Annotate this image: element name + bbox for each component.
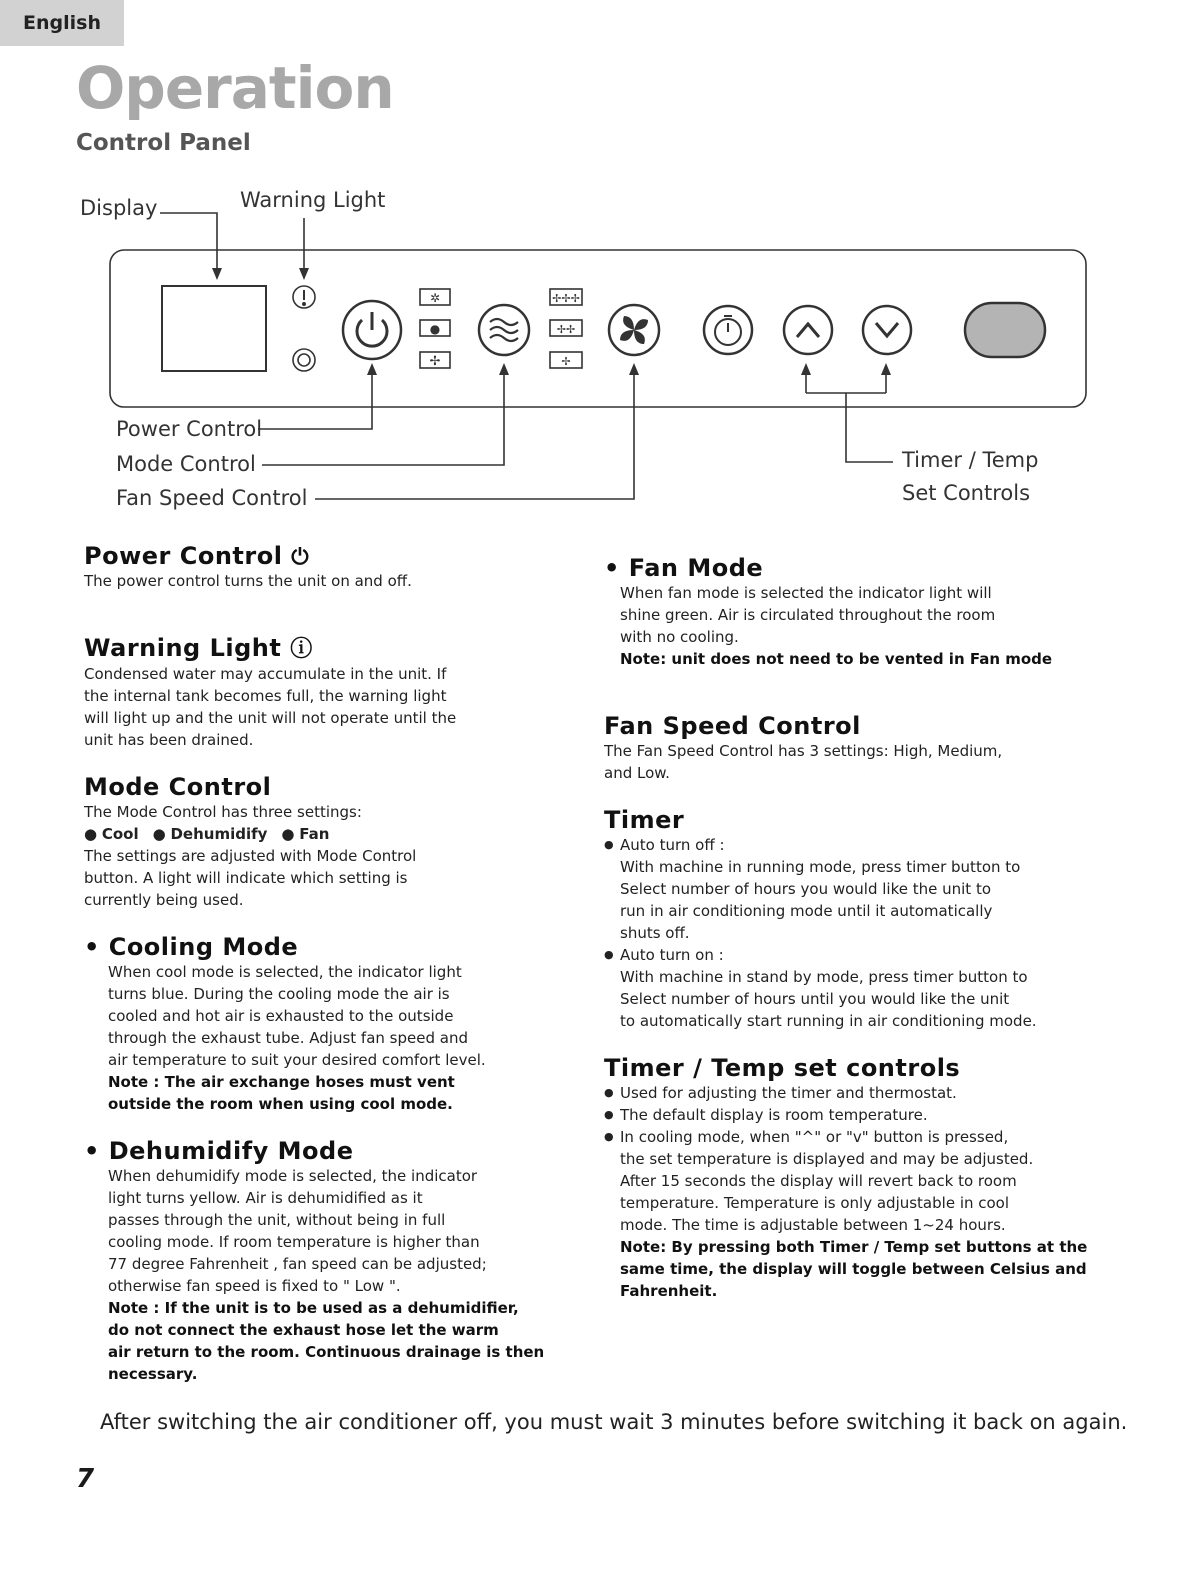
warning-line: unit has been drained. bbox=[84, 731, 254, 749]
left-column bbox=[84, 542, 554, 1407]
warning-section bbox=[84, 632, 554, 751]
dehumidify-note: necessary. bbox=[108, 1365, 198, 1383]
fan-speed-button-icon bbox=[609, 305, 659, 355]
timer-temp-section bbox=[604, 1054, 1104, 1302]
mode-line: currently being used. bbox=[84, 891, 244, 909]
auto-on-line: to automatically start running in air conditioning mode. bbox=[620, 1012, 1037, 1030]
mode-section bbox=[84, 773, 554, 911]
mode-intro: The Mode Control has three settings: bbox=[84, 803, 362, 821]
up-button-icon bbox=[784, 306, 832, 354]
cooling-line: cooled and hot air is exhausted to the outside bbox=[108, 1007, 454, 1025]
timer-temp-bullet: ● In cooling mode, when "^" or "v" button is pressed, bbox=[604, 1126, 1104, 1148]
cooling-heading: • Cooling Mode bbox=[84, 933, 299, 961]
dehumidify-line: passes through the unit, without being in full bbox=[108, 1211, 446, 1229]
dehumidify-note: Note : If the unit is to be used as a dehumidifier, bbox=[108, 1299, 519, 1317]
power-control-label: Power Control bbox=[116, 417, 263, 441]
auto-off-line: shuts off. bbox=[620, 924, 690, 942]
power-heading: Power Control ⏻ bbox=[84, 542, 310, 570]
power-leader bbox=[258, 372, 372, 429]
display-label: Display bbox=[80, 196, 158, 220]
cooling-line: through the exhaust tube. Adjust fan speed and bbox=[108, 1029, 468, 1047]
setting-fan: Fan bbox=[299, 825, 330, 843]
timer-heading: Timer bbox=[604, 806, 685, 834]
power-icon: ⏻ bbox=[291, 545, 310, 570]
dehumidify-line: light turns yellow. Air is dehumidified as it bbox=[108, 1189, 423, 1207]
mode-line: The settings are adjusted with Mode Control bbox=[84, 847, 417, 865]
timer-temp-bullet: ● The default display is room temperature. bbox=[604, 1104, 1104, 1126]
fan-speed-line: and Low. bbox=[604, 764, 670, 782]
fan-mode-note: Note: unit does not need to be vented in Fan mode bbox=[620, 650, 1053, 668]
svg-text:✢✢: ✢✢ bbox=[556, 323, 576, 336]
fan-leader bbox=[315, 372, 634, 499]
control-panel-svg bbox=[0, 170, 1180, 530]
power-text: The power control turns the unit on and off. bbox=[84, 572, 412, 590]
svg-text:✢: ✢ bbox=[429, 354, 441, 369]
fan-speed-line: The Fan Speed Control has 3 settings: High, Medium, bbox=[604, 742, 1003, 760]
page-title: Operation bbox=[76, 54, 394, 122]
auto-off-label: ● Auto turn off : bbox=[604, 834, 1104, 856]
dehumidify-note: air return to the room. Continuous drainage is then bbox=[108, 1343, 545, 1361]
dehumidify-note: do not connect the exhaust hose let the warm bbox=[108, 1321, 499, 1339]
timer-temp-note: Note: By pressing both Timer / Temp set buttons at the bbox=[620, 1238, 1088, 1256]
timer-temp-bullet: ● Used for adjusting the timer and thermostat. bbox=[604, 1082, 1104, 1104]
fan-mode-section bbox=[604, 554, 1104, 670]
display-leader bbox=[160, 213, 217, 270]
panel-outline bbox=[110, 250, 1086, 407]
right-column bbox=[604, 554, 1104, 1324]
timer-temp-line: the set temperature is displayed and may be adjusted. bbox=[620, 1150, 1034, 1168]
warning-icon: ⓘ bbox=[290, 637, 313, 662]
footer-warning: After switching the air conditioner off, you must wait 3 minutes before switching it back on again. bbox=[100, 1410, 1128, 1434]
page-subtitle: Control Panel bbox=[76, 130, 251, 156]
timer-temp-line: After 15 seconds the display will revert back to room bbox=[620, 1172, 1017, 1190]
display-screen bbox=[162, 286, 266, 371]
mode-leader bbox=[262, 372, 504, 465]
timer-temp-leader bbox=[846, 393, 893, 462]
fan-mode-heading: • Fan Mode bbox=[604, 554, 764, 582]
svg-text:✲: ✲ bbox=[429, 291, 441, 305]
auto-off-line: Select number of hours you would like the unit to bbox=[620, 880, 992, 898]
fan-speed-control-label: Fan Speed Control bbox=[116, 486, 308, 510]
remote-receiver-window bbox=[965, 303, 1045, 357]
mode-heading: Mode Control bbox=[84, 773, 272, 801]
down-button-icon bbox=[863, 306, 911, 354]
mode-control-label: Mode Control bbox=[116, 452, 256, 476]
timer-temp-note: Fahrenheit. bbox=[620, 1282, 718, 1300]
fan-speed-section bbox=[604, 712, 1104, 784]
timer-temp-line: temperature. Temperature is only adjustable in cool bbox=[620, 1194, 1010, 1212]
standby-icon bbox=[293, 349, 315, 371]
warning-line: Condensed water may accumulate in the unit. If bbox=[84, 665, 447, 683]
warning-heading: Warning Light ⓘ bbox=[84, 634, 313, 662]
cooling-line: When cool mode is selected, the indicator light bbox=[108, 963, 462, 981]
language-tab: English bbox=[0, 0, 124, 46]
auto-on-label: ● Auto turn on : bbox=[604, 944, 1104, 966]
dehumidify-line: 77 degree Fahrenheit , fan speed can be adjusted; bbox=[108, 1255, 487, 1273]
page-number: 7 bbox=[76, 1464, 95, 1494]
setting-dehumidify: Dehumidify bbox=[170, 825, 268, 843]
auto-off-line: With machine in running mode, press timer button to bbox=[620, 858, 1021, 876]
cooling-section bbox=[84, 933, 554, 1115]
power-section bbox=[84, 542, 554, 592]
warning-line: the internal tank becomes full, the warning light bbox=[84, 687, 447, 705]
cooling-note: Note : The air exchange hoses must vent bbox=[108, 1073, 455, 1091]
dehumidify-line: cooling mode. If room temperature is higher than bbox=[108, 1233, 480, 1251]
control-panel-diagram bbox=[0, 170, 1180, 530]
mode-line: button. A light will indicate which setting is bbox=[84, 869, 408, 887]
auto-on-line: Select number of hours until you would like the unit bbox=[620, 990, 1010, 1008]
set-controls-label: Set Controls bbox=[902, 481, 1031, 505]
fan-mode-line: with no cooling. bbox=[620, 628, 739, 646]
fan-mode-line: When fan mode is selected the indicator light will bbox=[620, 584, 992, 602]
warning-light-label: Warning Light bbox=[240, 188, 386, 212]
dehumidify-line: otherwise fan speed is fixed to " Low ". bbox=[108, 1277, 401, 1295]
timer-temp-heading: Timer / Temp set controls bbox=[604, 1054, 961, 1082]
auto-off-line: run in air conditioning mode until it automatically bbox=[620, 902, 993, 920]
fan-mode-line: shine green. Air is circulated throughout the room bbox=[620, 606, 996, 624]
setting-cool: Cool bbox=[101, 825, 139, 843]
warning-line: will light up and the unit will not operate until the bbox=[84, 709, 457, 727]
svg-text:✢✢✢: ✢✢✢ bbox=[552, 292, 580, 305]
svg-text:✢: ✢ bbox=[561, 355, 571, 368]
dehumidify-heading: • Dehumidify Mode bbox=[84, 1137, 354, 1165]
mode-settings: ● Cool ● Dehumidify ● Fan bbox=[84, 825, 330, 843]
timer-temp-line: mode. The time is adjustable between 1~24 hours. bbox=[620, 1216, 1006, 1234]
dehumidify-line: When dehumidify mode is selected, the indicator bbox=[108, 1167, 478, 1185]
cooling-line: air temperature to suit your desired comfort level. bbox=[108, 1051, 486, 1069]
cooling-note: outside the room when using cool mode. bbox=[108, 1095, 453, 1113]
fan-speed-heading: Fan Speed Control bbox=[604, 712, 861, 740]
svg-text:●: ● bbox=[429, 322, 441, 336]
cooling-line: turns blue. During the cooling mode the air is bbox=[108, 985, 450, 1003]
timer-temp-note: same time, the display will toggle between Celsius and bbox=[620, 1260, 1087, 1278]
dehumidify-section bbox=[84, 1137, 554, 1385]
auto-on-line: With machine in stand by mode, press timer button to bbox=[620, 968, 1028, 986]
timer-temp-label: Timer / Temp bbox=[902, 448, 1039, 472]
timer-section bbox=[604, 806, 1104, 1032]
